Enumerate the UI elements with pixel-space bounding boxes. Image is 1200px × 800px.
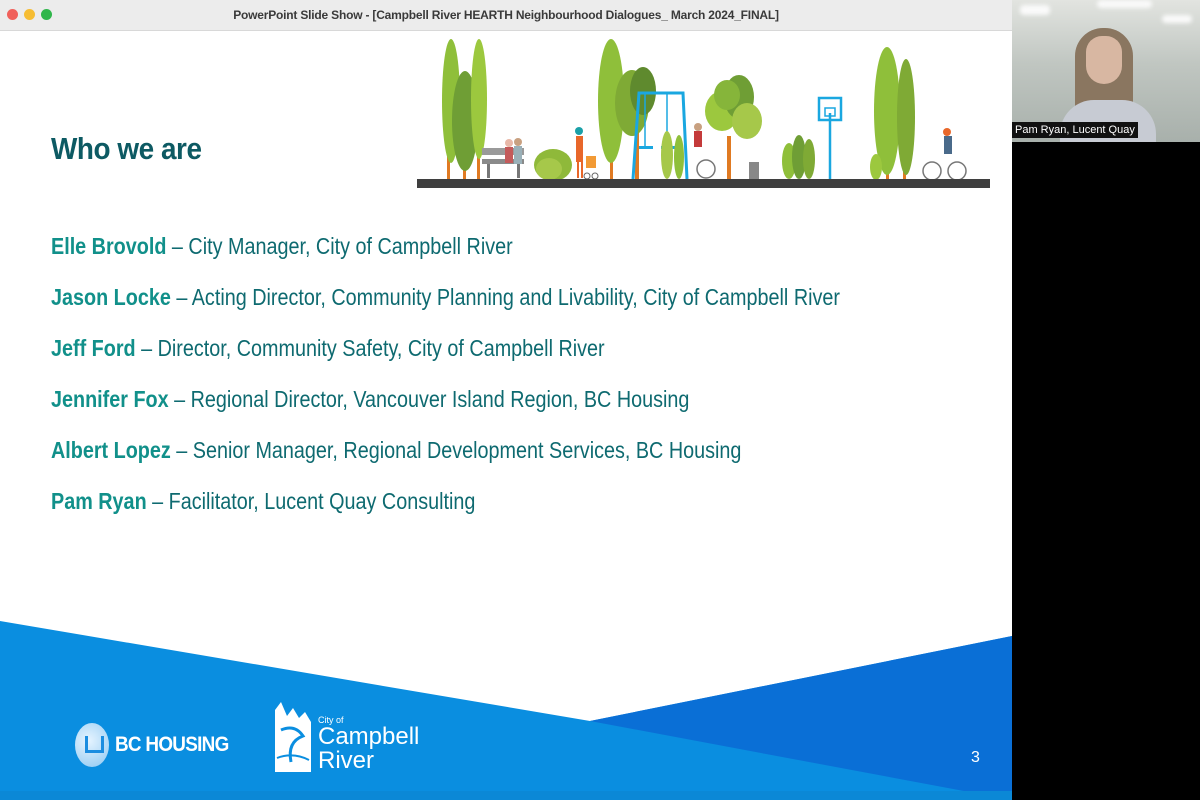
- member-name: Jennifer Fox: [51, 386, 169, 412]
- bc-housing-logo: [75, 723, 241, 767]
- participant-video-tile[interactable]: [1012, 0, 1200, 142]
- campbell-river-logo: [273, 702, 419, 773]
- close-button[interactable]: [7, 9, 18, 20]
- member-role: – Senior Manager, Regional Development Services, BC Housing: [170, 437, 742, 463]
- window-title: PowerPoint Slide Show - [Campbell River HEARTH Neighbourhood Dialogues_ March 2024_FINAL]: [233, 8, 779, 22]
- zoom-button[interactable]: [41, 9, 52, 20]
- ceiling-light: [1020, 5, 1050, 15]
- city-of-label: City of: [318, 715, 344, 725]
- minimize-button[interactable]: [24, 9, 35, 20]
- team-member: [51, 386, 840, 437]
- ceiling-light: [1097, 0, 1152, 8]
- participant-name-label: Pam Ryan, Lucent Quay: [1012, 122, 1138, 138]
- team-member: [51, 284, 840, 335]
- member-name: Albert Lopez: [51, 437, 171, 463]
- team-member: [51, 488, 840, 539]
- team-member: [51, 437, 840, 488]
- park-scene-illustration: [417, 31, 990, 191]
- member-name: Elle Brovold: [51, 233, 167, 259]
- window-controls: [7, 9, 52, 20]
- page-number: 3: [971, 749, 980, 766]
- team-member: [51, 233, 840, 284]
- slide[interactable]: [0, 31, 1012, 800]
- slide-title: Who we are: [51, 131, 202, 166]
- bc-housing-wordmark: BC HOUSING: [115, 733, 229, 756]
- campbell-label: Campbell: [318, 723, 420, 750]
- footer-background: [0, 621, 1012, 800]
- member-name: Jeff Ford: [51, 335, 136, 361]
- member-name: Jason Locke: [51, 284, 171, 310]
- member-role: – Director, Community Safety, City of Campbell River: [135, 335, 605, 361]
- participant-face: [1086, 36, 1122, 84]
- ceiling-light: [1162, 15, 1192, 23]
- member-role: – Regional Director, Vancouver Island Region, BC Housing: [168, 386, 690, 412]
- member-role: – Acting Director, Community Planning and Livability, City of Campbell River: [170, 284, 840, 310]
- member-role: – City Manager, City of Campbell River: [166, 233, 513, 259]
- team-list: [51, 233, 968, 539]
- title-bar[interactable]: [0, 0, 1012, 31]
- mountain-river-icon: [273, 702, 313, 772]
- river-label: River: [318, 747, 375, 774]
- house-icon: [75, 723, 109, 767]
- video-panel-empty: [1012, 142, 1200, 800]
- member-role: – Facilitator, Lucent Quay Consulting: [146, 488, 476, 514]
- member-name: Pam Ryan: [51, 488, 147, 514]
- team-member: [51, 335, 840, 386]
